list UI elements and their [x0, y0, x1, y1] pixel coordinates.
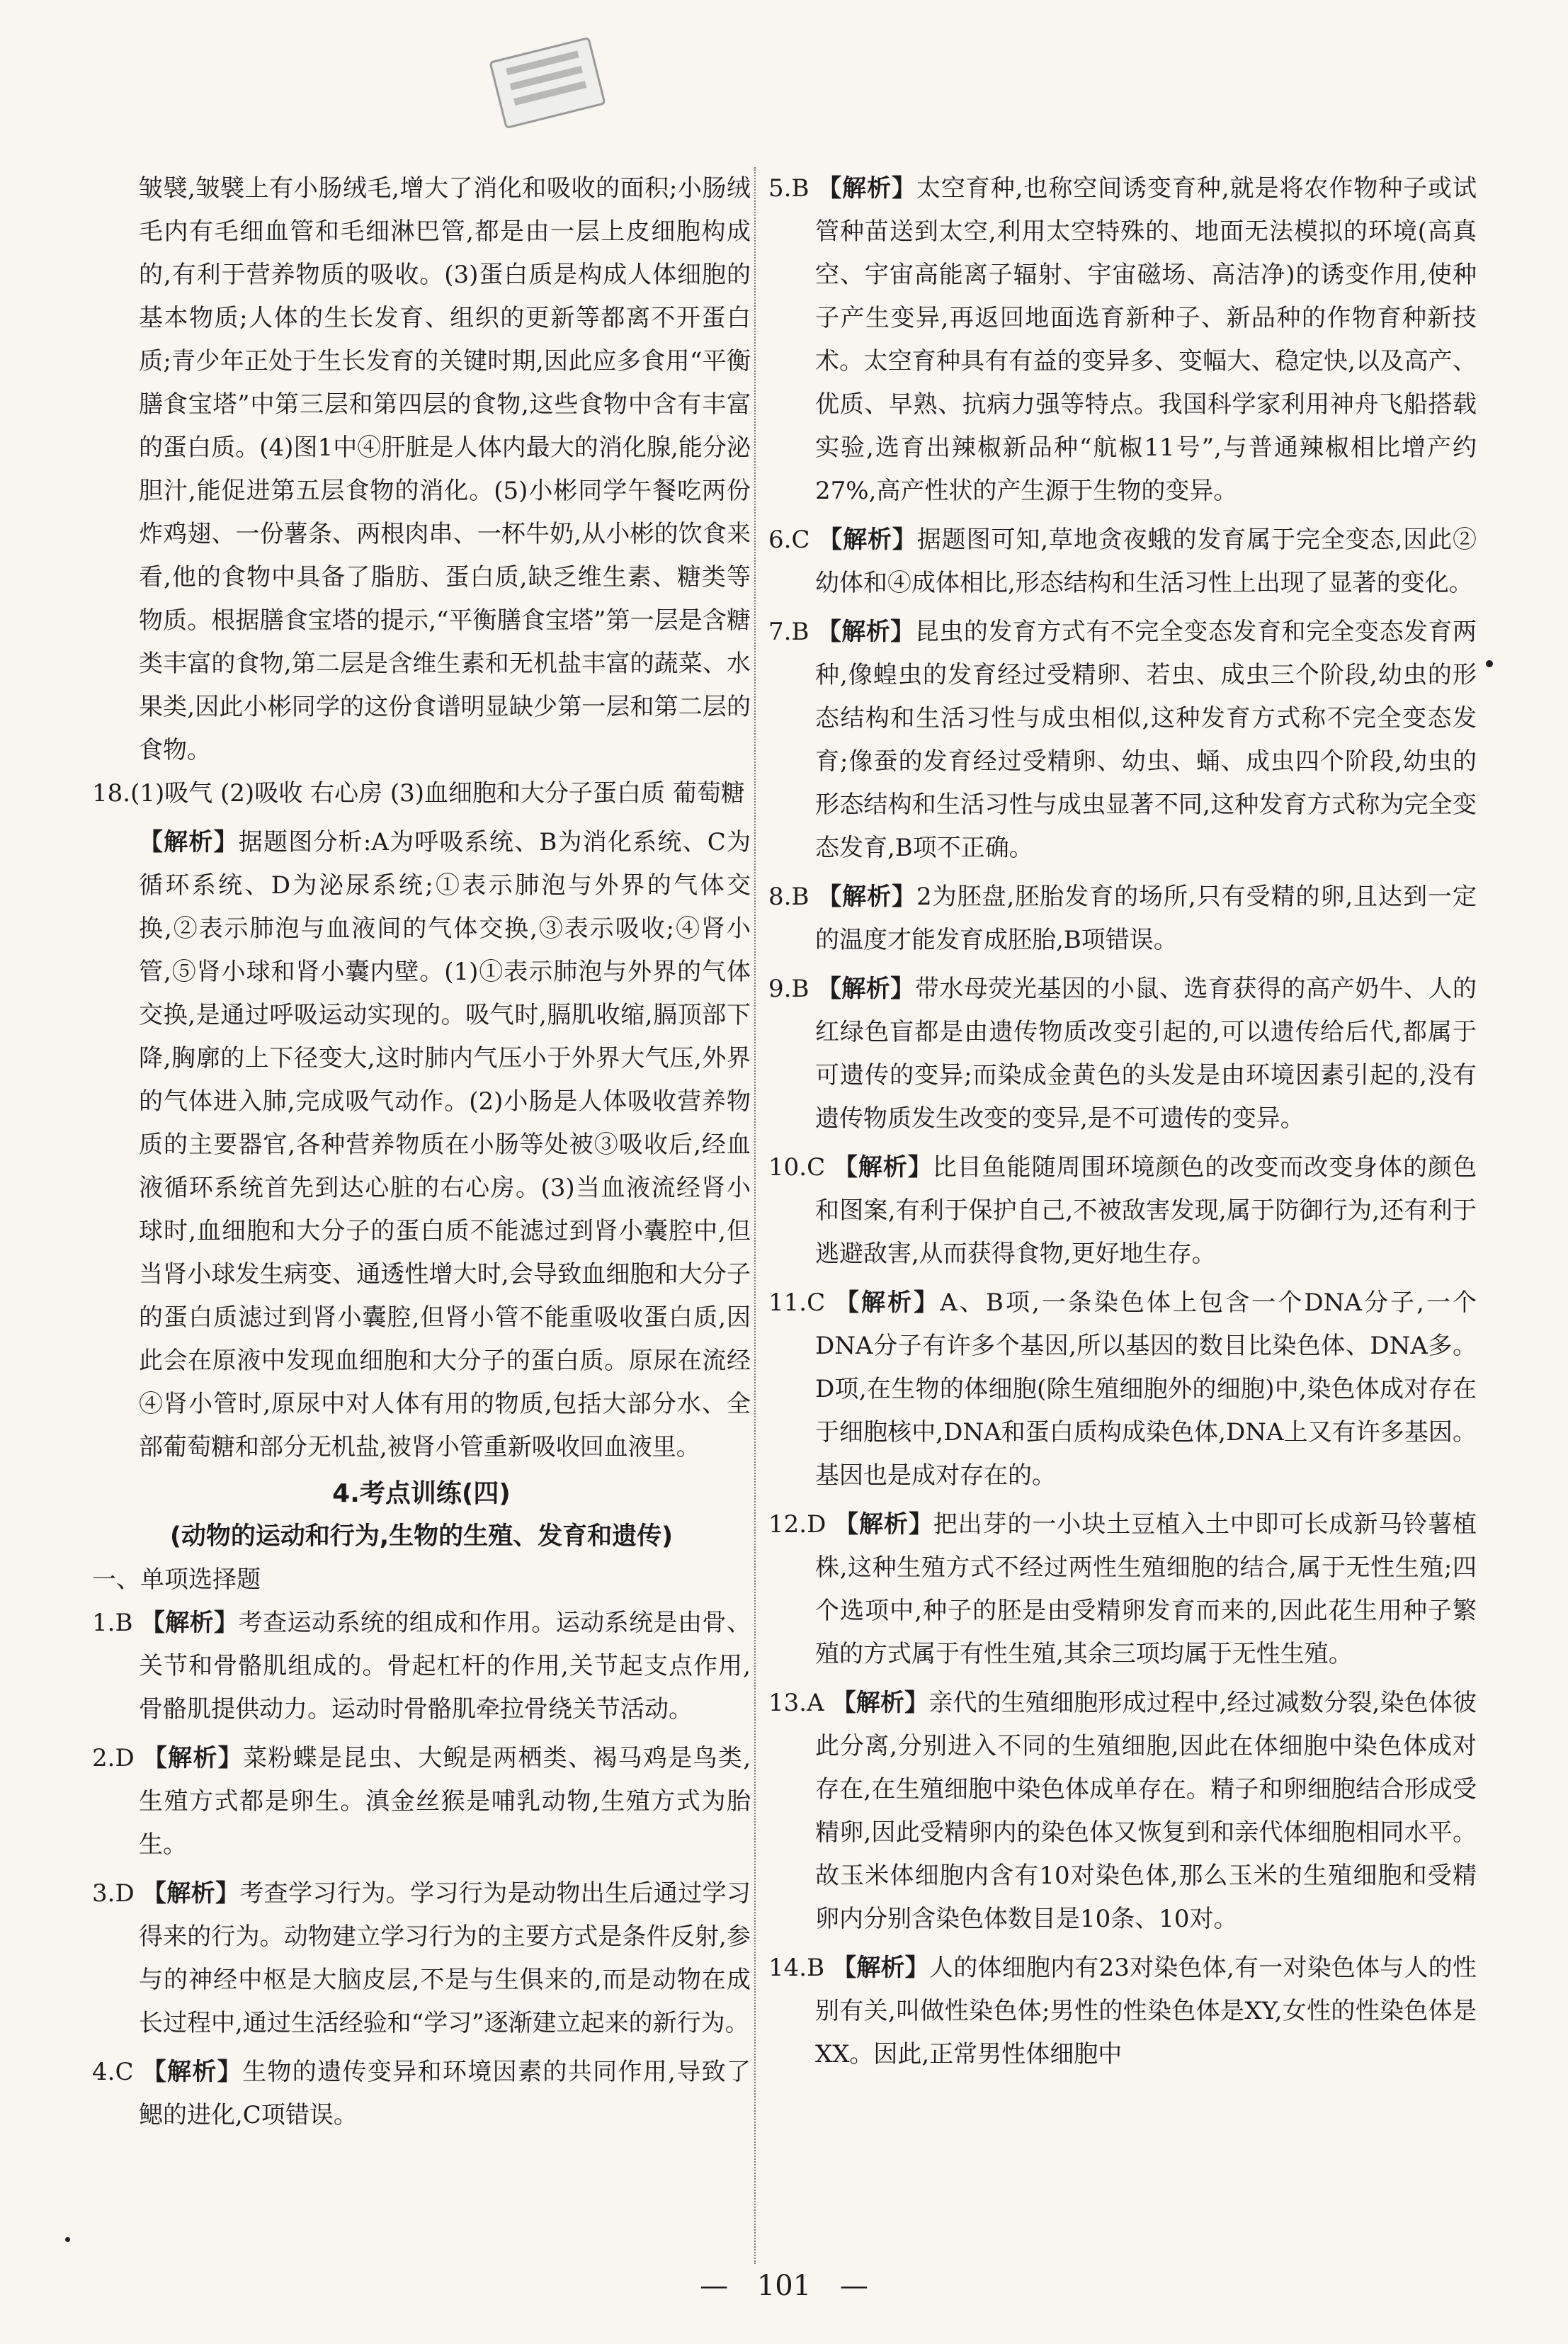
answer-text: 亲代的生殖细胞形成过程中,经过减数分裂,染色体彼此分离,分别进入不同的生殖细胞,因此在体细胞中染色体成对存在,在生殖细胞中染色体成单存在。精子和卵细胞结合形成受精卵,因此受精卵内的染色体又恢复到和亲代体细胞相同水平。故玉米体细胞内含有10对染色体,那么玉米的生殖细胞和受精卵内分别含染色体数目是10条、10对。	[815, 1689, 1477, 1933]
answer-number: 1.B	[92, 1609, 133, 1637]
answer-18	[92, 772, 751, 815]
answer-4	[92, 2051, 751, 2137]
answer-text: 带水母荧光基因的小鼠、选育获得的高产奶牛、人的红绿色盲都是由遗传物质改变引起的,可以遗传给后代,都属于可遗传的变异;而染成金黄色的头发是由环境因素引起的,没有遗传物质发生改变的变异,是不可遗传的变异。	[815, 975, 1477, 1133]
margin-dot-left	[65, 2237, 70, 2242]
answer-number: 2.D	[92, 1744, 135, 1772]
page-number: 101	[756, 2270, 812, 2302]
answer-number: 12.D	[768, 1510, 826, 1539]
answer-number: 7.B	[768, 618, 809, 646]
analysis-tag: 【解析】	[142, 1744, 244, 1772]
answer-number: 13.A	[768, 1689, 824, 1717]
column-divider	[754, 167, 756, 2264]
answer-text: 考查学习行为。学习行为是动物出生后通过学习得来的行为。动物建立学习行为的主要方式是条件反射,参与的神经中枢是大脑皮层,不是与生俱来的,而是动物在成长过程中,通过生活经验和“学习”逐渐建立起来的新行为。	[139, 1879, 751, 2037]
answer-text: 把出芽的一小块土豆植入土中即可长成新马铃薯植株,这种生殖方式不经过两性生殖细胞的结合,属于无性生殖;四个选项中,种子的胚是由受精卵发育而来的,因此花生用种子繁殖的方式属于有性生殖,其余三项均属于无性生殖。	[815, 1510, 1477, 1668]
answer-3	[92, 1872, 751, 2045]
answer-6	[768, 519, 1477, 605]
analysis-tag: 【解析】	[833, 1153, 933, 1182]
answer-text: 昆虫的发育方式有不完全变态发育和完全变态发育两种,像蝗虫的发育经过受精卵、若虫、成虫三个阶段,幼虫的形态结构和生活习性与成虫相似,这种发育方式称不完全变态发育;像蚕的发育经过受精卵、幼虫、蛹、成虫四个阶段,幼虫的形态结构和生活习性与成虫显著不同,这种发育方式称为完全变态发育,B项不正确。	[815, 618, 1477, 862]
answer-14	[768, 1947, 1477, 2076]
analysis-tag: 【解析】	[142, 2058, 243, 2086]
analysis-tag: 【解析】	[817, 883, 917, 911]
answer-text: 人的体细胞内有23对染色体,有一对染色体与人的性别有关,叫做性染色体;男性的性染色体是XY,女性的性染色体是XX。因此,正常男性体细胞中	[815, 1954, 1477, 2068]
answer-text: 据题图可知,草地贪夜蛾的发育属于完全变态,因此②幼体和④成体相比,形态结构和生活习性上出现了显著的变化。	[815, 526, 1477, 597]
answer-number: 11.C	[768, 1289, 826, 1317]
answer-number: 8.B	[768, 883, 809, 911]
footer-dash-left: —	[700, 2270, 729, 2302]
answer-5	[768, 167, 1477, 513]
answer-text: 比目鱼能随周围环境颜色的改变而改变身体的颜色和图案,有利于保护自己,不被敌害发现,属于防御行为,还有利于逃避敌害,从而获得食物,更好地生存。	[815, 1153, 1477, 1268]
answer-7	[768, 611, 1477, 870]
answer-10	[768, 1146, 1477, 1276]
answer-text: 菜粉蝶是昆虫、大鲵是两栖类、褐马鸡是鸟类,生殖方式都是卵生。滇金丝猴是哺乳动物,生殖方式为胎生。	[139, 1744, 751, 1859]
analysis-tag: 【解析】	[140, 1609, 239, 1637]
analysis-tag: 【解析】	[834, 1510, 933, 1539]
analysis-tag: 【解析】	[817, 618, 915, 646]
answer-18-key: 18.(1)吸气 (2)吸收 右心房 (3)血细胞和大分子蛋白质 葡萄糖	[92, 779, 745, 808]
answer-number: 6.C	[768, 526, 810, 554]
answer-text: 太空育种,也称空间诱变育种,就是将农作物种子或试管种苗送到太空,利用太空特殊的、地面无法模拟的环境(高真空、宇宙高能离子辐射、宇宙磁场、高洁净)的诱变作用,使种子产生变异,再返回地面选育新种子、新品种的作物育种新技术。太空育种具有有益的变异多、变幅大、稳定快,以及高产、优质、早熟、抗病力强等特点。我国科学家利用神舟飞船搭载实验,选育出辣椒新品种“航椒11号”,与普通辣椒相比增产约27%,高产性状的产生源于生物的变异。	[815, 174, 1477, 505]
answer-18-analysis-text: 据题图分析:A为呼吸系统、B为消化系统、C为循环系统、D为泌尿系统;①表示肺泡与外界的气体交换,②表示肺泡与血液间的气体交换,③表示吸收;④肾小管,⑤肾小球和肾小囊内壁。(1)①表示肺泡与外界的气体交换,是通过呼吸运动实现的。吸气时,膈肌收缩,膈顶部下降,胸廓的上下径变大,这时肺内气压小于外界大气压,外界的气体进入肺,完成吸气动作。(2)小肠是人体吸收营养物质的主要器官,各种营养物质在小肠等处被③吸收后,经血液循环系统首先到达心脏的右心房。(3)当血液流经肾小球时,血细胞和大分子的蛋白质不能滤过到肾小囊腔中,但当肾小球发生病变、通透性增大时,会导致血细胞和大分子的蛋白质滤过到肾小囊腔,但肾小管不能重吸收蛋白质,因此会在原液中发现血细胞和大分子的蛋白质。原尿在流经④肾小管时,原尿中对人体有用的物质,包括大部分水、全部葡萄糖和部分无机盐,被肾小管重新吸收回血液里。	[139, 828, 751, 1461]
answer-13	[768, 1682, 1477, 1941]
answer-8	[768, 876, 1477, 962]
analysis-tag: 【解析】	[817, 174, 916, 203]
answer-17-continuation: 皱襞,皱襞上有小肠绒毛,增大了消化和吸收的面积;小肠绒毛内有毛细血管和毛细淋巴管,都是由一层上皮细胞构成的,有利于营养物质的吸收。(3)蛋白质是构成人体细胞的基本物质;人体的生长发育、组织的更新等都离不开蛋白质;青少年正处于生长发育的关键时期,因此应多食用“平衡膳食宝塔”中第三层和第四层的食物,这些食物中含有丰富的蛋白质。(4)图1中④肝脏是人体内最大的消化腺,能分泌胆汁,能促进第五层食物的消化。(5)小彬同学午餐吃两份炸鸡翅、一份薯条、两根肉串、一杯牛奶,从小彬的饮食来看,他的食物中具备了脂肪、蛋白质,缺乏维生素、糖类等物质。根据膳食宝塔的提示,“平衡膳食宝塔”第一层是含糖类丰富的食物,第二层是含维生素和无机盐丰富的蔬菜、水果类,因此小彬同学的这份食谱明显缺少第一层和第二层的食物。	[139, 174, 751, 764]
answer-1	[92, 1602, 751, 1731]
section-title: 4.考点训练(四)	[332, 1479, 511, 1508]
answer-9	[768, 968, 1477, 1140]
right-column	[768, 167, 1477, 2082]
analysis-tag: 【解析】	[831, 1689, 929, 1717]
corner-stamp-image	[489, 37, 606, 129]
analysis-tag: 【解析】	[139, 828, 239, 856]
analysis-tag: 【解析】	[817, 975, 915, 1003]
subsection-heading: 一、单项选择题	[92, 1566, 261, 1594]
answer-number: 5.B	[768, 174, 809, 203]
margin-dot-right	[1486, 660, 1493, 667]
answer-number: 10.C	[768, 1153, 826, 1182]
answer-text: A、B项,一条染色体上包含一个DNA分子,一个DNA分子有许多个基因,所以基因的数目比染色体、DNA多。D项,在生物的体细胞(除生殖细胞外的细胞)中,染色体成对存在于细胞核中,DNA和蛋白质构成染色体,DNA上又有许多基因。基因也是成对存在的。	[815, 1289, 1477, 1490]
page-footer	[0, 2268, 1568, 2304]
answer-12	[768, 1503, 1477, 1676]
footer-dash-right: —	[839, 2270, 868, 2302]
answer-18-analysis	[92, 821, 751, 1469]
analysis-tag: 【解析】	[834, 1289, 941, 1317]
left-column	[92, 167, 751, 2143]
analysis-tag: 【解析】	[142, 1879, 240, 1908]
answer-number: 14.B	[768, 1954, 825, 1982]
answer-number: 3.D	[92, 1879, 135, 1908]
answer-11	[768, 1281, 1477, 1497]
section-subtitle: (动物的运动和行为,生物的生殖、发育和遗传)	[169, 1522, 674, 1551]
answer-2	[92, 1737, 751, 1867]
answer-number: 9.B	[768, 975, 809, 1003]
answer-text: 2为胚盘,胚胎发育的场所,只有受精的卵,且达到一定的温度才能发育成胚胎,B项错误。	[815, 883, 1477, 954]
answer-text: 生物的遗传变异和环境因素的共同作用,导致了鳃的进化,C项错误。	[139, 2058, 751, 2129]
answer-number: 4.C	[92, 2058, 134, 2086]
analysis-tag: 【解析】	[818, 526, 917, 554]
analysis-tag: 【解析】	[832, 1954, 930, 1982]
answer-text: 考查运动系统的组成和作用。运动系统是由骨、关节和骨骼肌组成的。骨起杠杆的作用,关节起支点作用,骨骼肌提供动力。运动时骨骼肌牵拉骨绕关节活动。	[139, 1609, 751, 1723]
